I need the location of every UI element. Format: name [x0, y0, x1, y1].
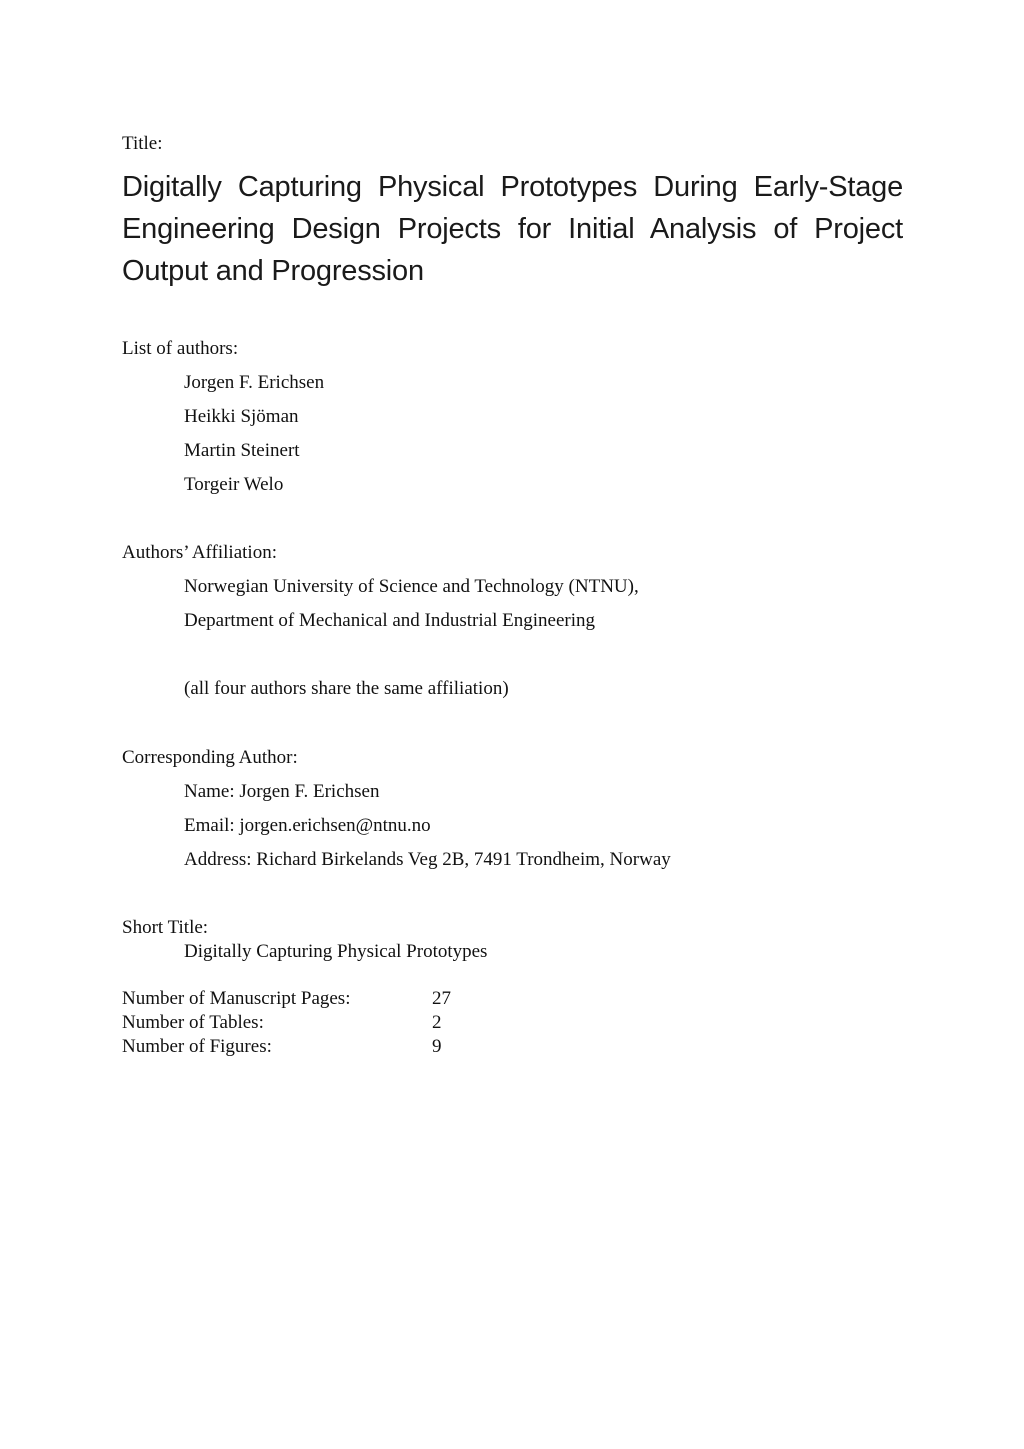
corresponding-author-email: Email: jorgen.erichsen@ntnu.no	[184, 815, 431, 836]
affiliation-institution: Norwegian University of Science and Technology (NTNU),	[184, 576, 639, 597]
author-name: Heikki Sjöman	[184, 406, 299, 427]
affiliation-label: Authors’ Affiliation:	[122, 542, 277, 563]
author-name: Martin Steinert	[184, 440, 300, 461]
stat-label-figures: Number of Figures:	[122, 1036, 272, 1057]
authors-label: List of authors:	[122, 338, 239, 359]
stat-value-tables: 2	[432, 1012, 442, 1033]
affiliation-note: (all four authors share the same affiliation)	[184, 678, 509, 699]
short-title-label: Short Title:	[122, 917, 209, 938]
short-title-value: Digitally Capturing Physical Prototypes	[184, 941, 488, 962]
corresponding-author-address: Address: Richard Birkelands Veg 2B, 7491 Trondheim, Norway	[184, 849, 671, 870]
stat-label-pages: Number of Manuscript Pages:	[122, 988, 351, 1009]
author-name: Jorgen F. Erichsen	[184, 372, 325, 393]
author-name: Torgeir Welo	[184, 474, 284, 495]
stat-label-tables: Number of Tables:	[122, 1012, 264, 1033]
paper-title: Digitally Capturing Physical Prototypes During Early-Stage Engineering Design Projects for Initial Analysis of Project Output and Progression	[122, 171, 903, 287]
stat-value-figures: 9	[432, 1036, 442, 1057]
corresponding-author-name: Name: Jorgen F. Erichsen	[184, 781, 380, 802]
affiliation-department: Department of Mechanical and Industrial Engineering	[184, 610, 595, 631]
stat-value-pages: 27	[432, 988, 451, 1009]
corresponding-author-label: Corresponding Author:	[122, 747, 298, 768]
title-label: Title:	[122, 133, 163, 154]
